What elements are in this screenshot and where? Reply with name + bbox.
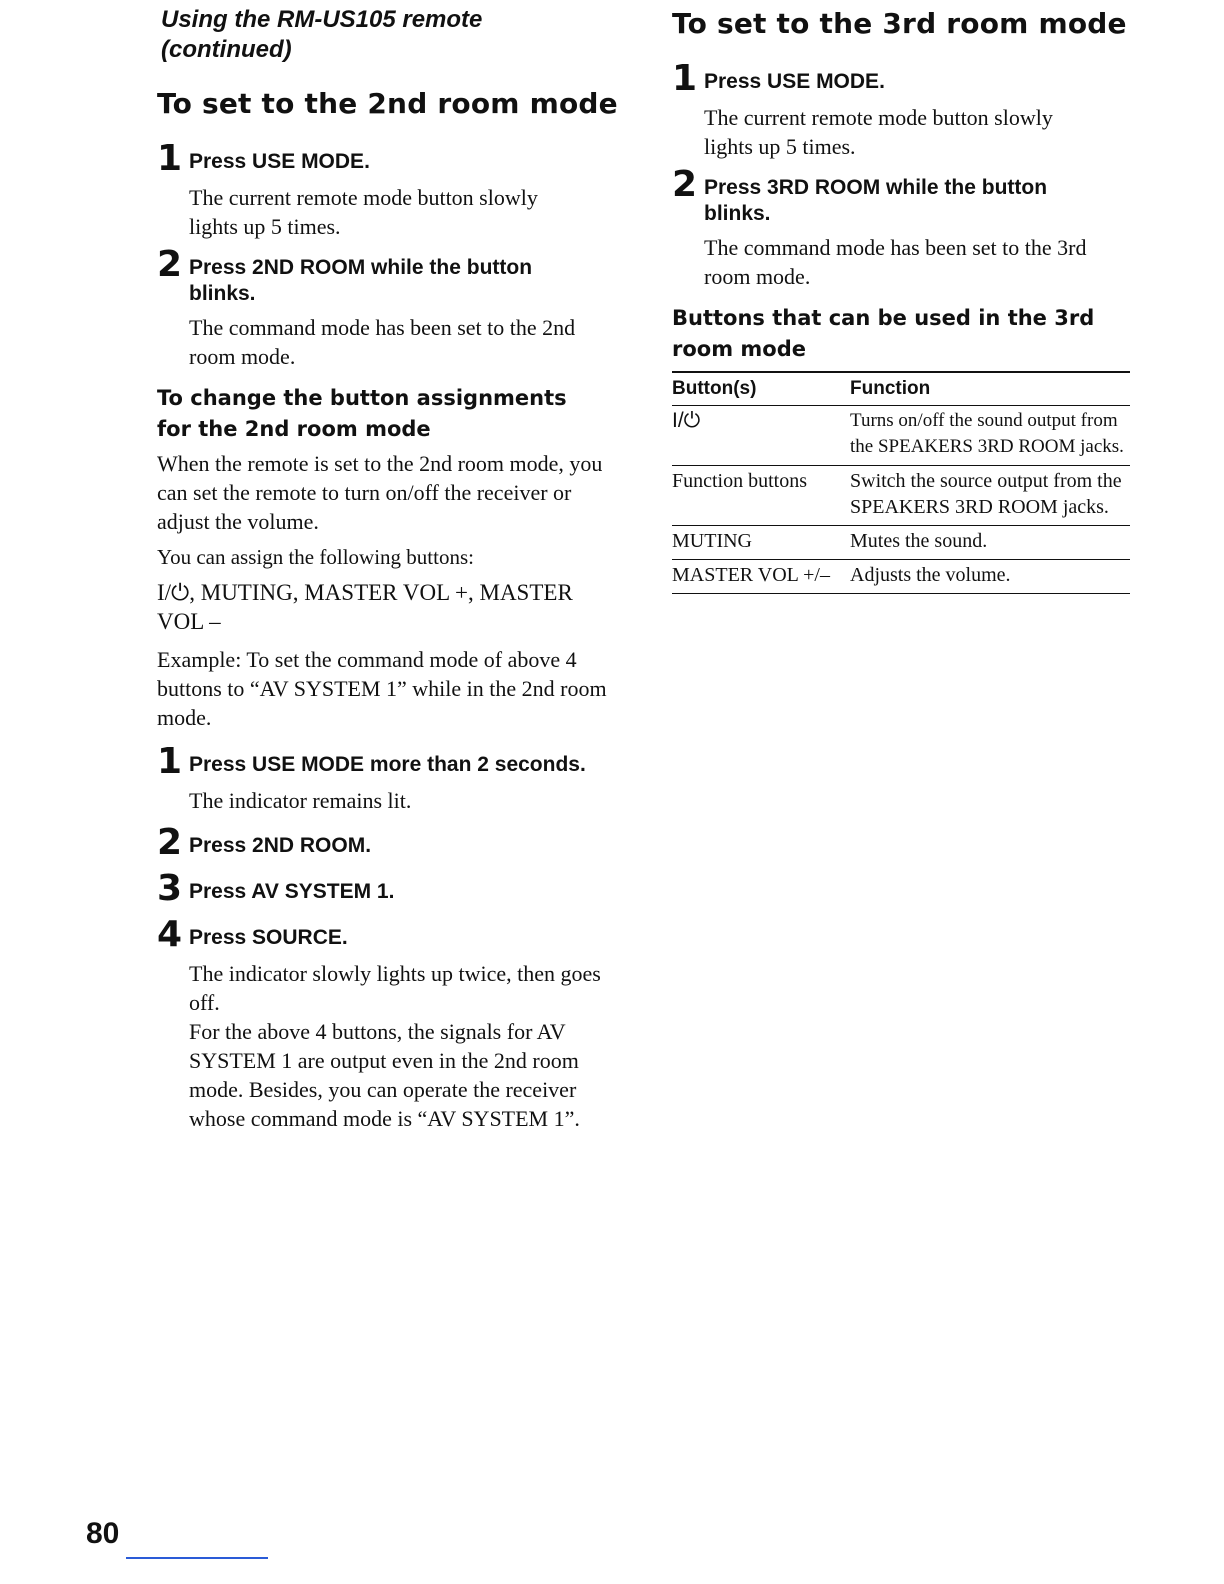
page-number: 80 bbox=[86, 1517, 120, 1550]
step-number: 1 bbox=[672, 58, 698, 99]
step-b3 bbox=[157, 868, 619, 909]
running-head-line1: Using the RM-US105 remote bbox=[161, 6, 483, 33]
step-body: The current remote mode button slowly lights up 5 times. bbox=[189, 185, 538, 239]
step-title: Press 2ND ROOM. bbox=[189, 834, 372, 857]
running-head bbox=[161, 5, 619, 65]
step-b1 bbox=[157, 741, 619, 815]
table-row bbox=[672, 466, 1130, 526]
step-body: The current remote mode button slowly lights up 5 times. bbox=[704, 105, 1053, 159]
step-number: 3 bbox=[157, 868, 183, 909]
paragraph-intro: When the remote is set to the 2nd room mode, you can set the remote to turn on/off the receiver or adjust the volume. bbox=[157, 451, 603, 534]
step-body: The command mode has been set to the 2nd room mode. bbox=[189, 315, 576, 369]
step-b2 bbox=[157, 822, 619, 863]
step-number: 2 bbox=[157, 244, 183, 285]
step-number: 1 bbox=[157, 741, 183, 782]
table-row bbox=[672, 526, 1130, 560]
table-cell-button: MUTING bbox=[672, 530, 752, 552]
table-cell-function: Switch the source output from the SPEAKERS 3RD ROOM jacks. bbox=[850, 470, 1122, 518]
left-column bbox=[157, 0, 619, 1133]
step-title: Press SOURCE. bbox=[189, 926, 348, 949]
step-title: Press 2ND ROOM while the button blinks. bbox=[189, 256, 533, 305]
buttons-table bbox=[672, 371, 1130, 594]
step-title: Press USE MODE. bbox=[704, 70, 885, 93]
footer-rule bbox=[126, 1557, 268, 1559]
step-title: Press 3RD ROOM while the button blinks. bbox=[704, 176, 1048, 225]
step-number: 2 bbox=[672, 164, 698, 205]
table-cell-function: Turns on/off the sound output from the SPEAKERS 3RD ROOM jacks. bbox=[850, 410, 1124, 457]
table-row bbox=[672, 406, 1130, 466]
step-a1 bbox=[157, 138, 619, 241]
step-body-note: For the above 4 buttons, the signals for AV SYSTEM 1 are output even in the 2nd room mode. Besides, you can operate the receiver whose command mode is “AV SYSTEM 1”. bbox=[189, 1019, 580, 1131]
step-body: The indicator slowly lights up twice, then goes off. bbox=[189, 961, 601, 1015]
subheading-button-assignments: To change the button assignments for the 2nd room mode bbox=[157, 386, 567, 441]
step-body: The command mode has been set to the 3rd room mode. bbox=[704, 235, 1087, 289]
step-r2 bbox=[672, 164, 1130, 291]
table-header-function: Function bbox=[850, 378, 931, 399]
table-row bbox=[672, 560, 1130, 594]
step-a2 bbox=[157, 244, 619, 371]
step-body: The indicator remains lit. bbox=[189, 788, 412, 813]
paragraph-example: Example: To set the command mode of above 4 buttons to “AV SYSTEM 1” while in the 2nd room mode. bbox=[157, 647, 607, 730]
paragraph-button-list: I/⏻, MUTING, MASTER VOL +, MASTER VOL – bbox=[157, 580, 573, 634]
section-title-3rd-room: To set to the 3rd room mode bbox=[672, 7, 1127, 40]
step-number: 2 bbox=[157, 822, 183, 863]
right-column bbox=[672, 0, 1130, 594]
table-header-buttons: Button(s) bbox=[672, 378, 757, 399]
step-number: 1 bbox=[157, 138, 183, 179]
running-head-line2: (continued) bbox=[161, 36, 292, 63]
step-title: Press USE MODE. bbox=[189, 150, 370, 173]
step-number: 4 bbox=[157, 914, 183, 955]
table-cell-button: MASTER VOL +/– bbox=[672, 564, 830, 586]
step-r1 bbox=[672, 58, 1130, 161]
paragraph-assign: You can assign the following buttons: bbox=[157, 545, 474, 569]
section-title-2nd-room: To set to the 2nd room mode bbox=[157, 87, 618, 120]
table-cell-function: Mutes the sound. bbox=[850, 530, 988, 552]
table-title: Buttons that can be used in the 3rd room mode bbox=[672, 306, 1095, 361]
step-title: Press USE MODE more than 2 seconds. bbox=[189, 753, 586, 776]
table-cell-button: I/⏻ bbox=[672, 409, 701, 432]
step-b4 bbox=[157, 914, 619, 1133]
table-header-row bbox=[672, 373, 1130, 406]
step-title: Press AV SYSTEM 1. bbox=[189, 880, 395, 903]
table-cell-button: Function buttons bbox=[672, 470, 808, 492]
table-cell-function: Adjusts the volume. bbox=[850, 564, 1011, 586]
